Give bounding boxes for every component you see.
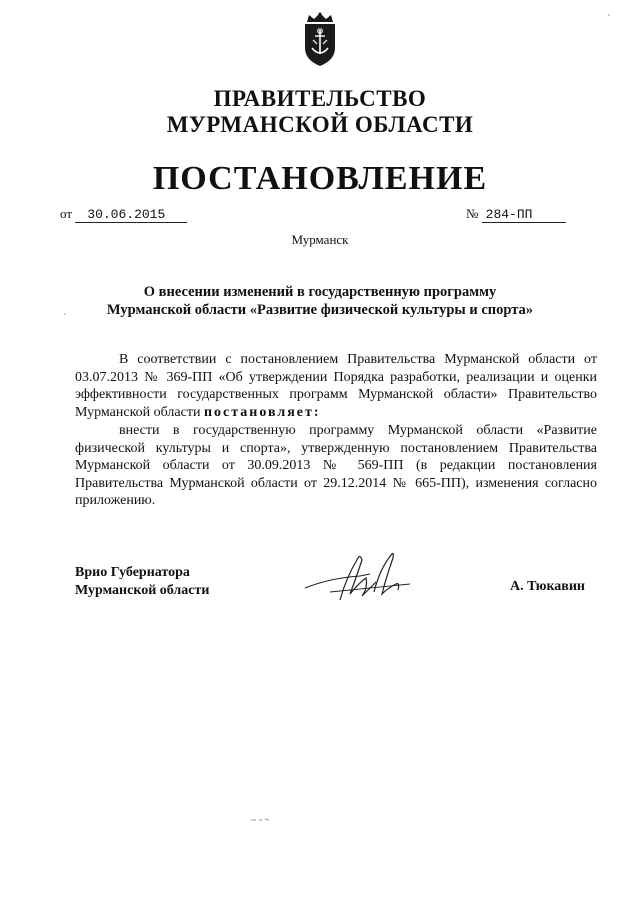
handwritten-signature <box>300 548 415 608</box>
number-prefix: № <box>466 206 479 221</box>
body-paragraph-2: внести в государственную программу Мурманской области «Развитие физической культуры и спорта», утвержденную постановлением Правительства Мурманской области от 30.09.2013 № 569-ПП (в редакции постановления Правительства Мурманской области от 29.12.2014 № 665-ПП), изменения согласно приложению. <box>75 423 597 508</box>
signatory-title-line2: Мурманской области <box>75 583 210 598</box>
government-title-line2: МУРМАНСКОЙ ОБЛАСТИ <box>166 112 474 137</box>
date-value: 30.06.2015 <box>75 208 187 223</box>
paragraph-1-text: В соответствии с постановлением Правительства Мурманской области от 03.07.2013 № 369-ПП «Об утверждении Порядка разработки, реализации и оценки эффективности государственных программ Мурманской области» Правительство Мурманской области <box>75 352 597 420</box>
signatory-title-line1: Врио Губернатора <box>75 565 190 580</box>
date-field <box>60 206 187 223</box>
decree-keyword: постановляет: <box>203 404 321 420</box>
subject-line1: О внесении изменений в государственную программу <box>143 284 497 300</box>
emblem-icon <box>295 10 345 68</box>
scan-speck <box>250 818 270 822</box>
body-paragraph-1 <box>75 351 597 421</box>
scan-speck <box>64 313 66 315</box>
government-title-line1: ПРАВИТЕЛЬСТВО <box>213 86 427 111</box>
scan-speck <box>608 14 610 16</box>
number-field <box>466 206 566 223</box>
city: Мурманск <box>291 232 349 247</box>
document-type-title: ПОСТАНОВЛЕНИЕ <box>152 160 488 197</box>
signatory-name: А. Тюкавин <box>510 579 585 594</box>
subject-line2: Мурманской области «Развитие физической культуры и спорта» <box>106 302 534 318</box>
date-prefix: от <box>60 206 73 221</box>
number-value: 284-ПП <box>482 208 566 223</box>
